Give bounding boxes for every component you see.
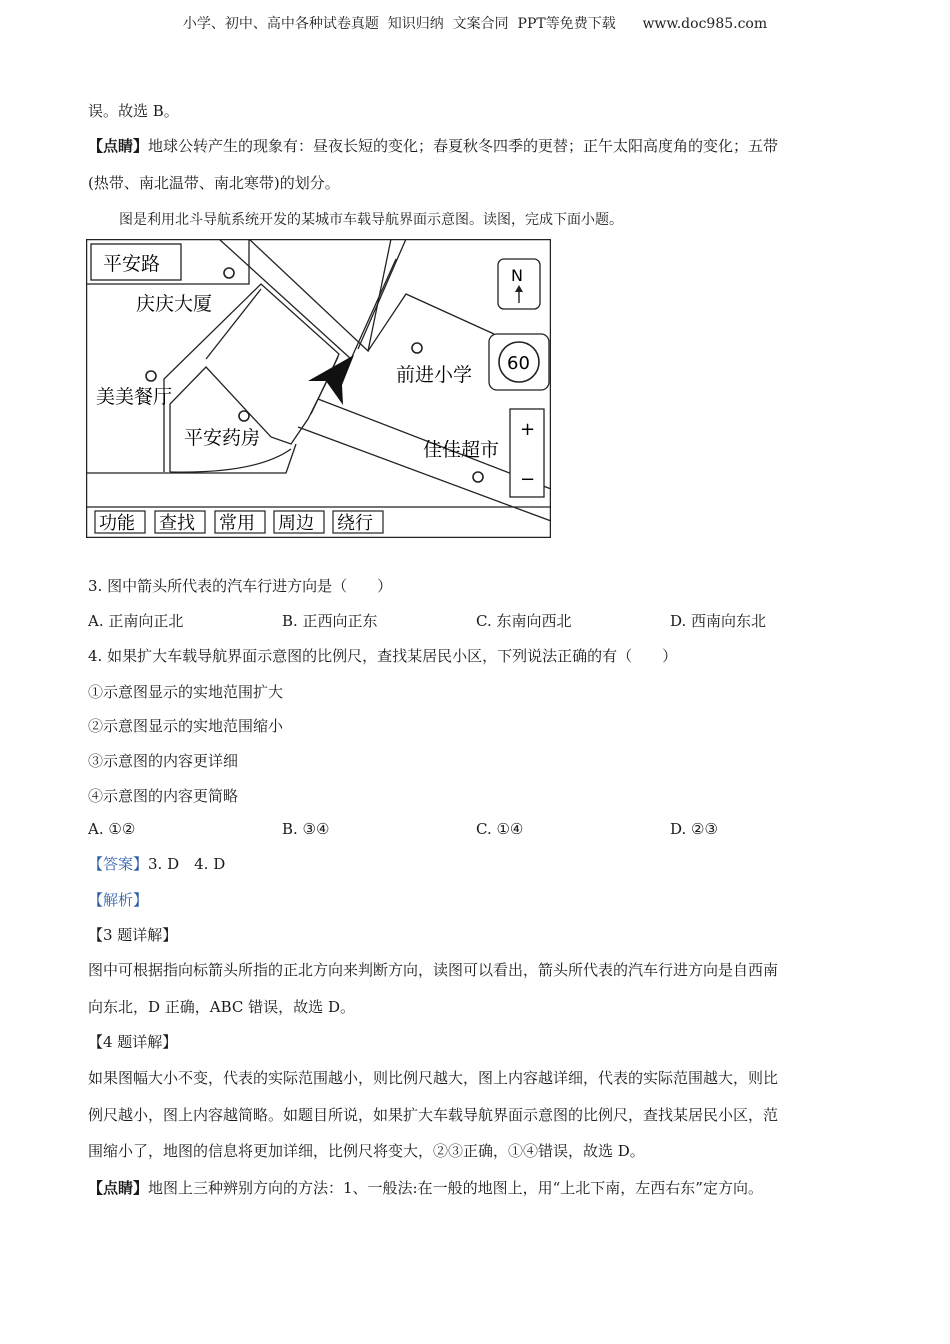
tip-paragraph-2	[88, 1178, 763, 1198]
q3-option-c: C. 东南向西北	[476, 612, 572, 630]
q3-option-a: A. 正南向正北	[88, 612, 184, 630]
q3-detail-text: 图中可根据指向标箭头所指的正北方向来判断方向，读图可以看出，箭头所代表的汽车行进方向是自西南	[88, 961, 779, 979]
function-button-label: 功能	[99, 513, 135, 534]
tip-text: 地图上三种辨别方向的方法：1、一般法:在一般的地图上，用“上北下南，左西右东”定方向。	[148, 1179, 763, 1197]
intro-text: 图是利用北斗导航系统开发的某城市车载导航界面示意图。读图，完成下面小题。	[119, 212, 623, 228]
tip-tag: 【点睛】	[88, 1179, 149, 1197]
q4-option-a: A. ①②	[88, 820, 136, 838]
place-label: 平安药房	[184, 427, 261, 449]
place-label: 佳佳超市	[423, 439, 500, 461]
q4-detail-text: 围缩小了，地图的信息将更加详细，比例尺将变大，②③正确，①④错误，故选 D。	[88, 1142, 645, 1160]
place-label: 美美餐厅	[96, 386, 173, 408]
nearby-button-label: 周边	[278, 513, 314, 534]
q3-option-b: B. 正西向正东	[282, 612, 378, 630]
q3-stem: 3. 图中箭头所代表的汽车行进方向是（ ）	[88, 577, 393, 595]
navigation-map	[86, 239, 551, 538]
answer-line	[88, 854, 225, 874]
prev-answer-tail: 误。故选 B。	[88, 102, 179, 120]
tip-paragraph-1	[88, 136, 778, 156]
q3-option-d: D. 西南向东北	[670, 612, 767, 630]
zoom-in-button[interactable]: +	[520, 419, 536, 440]
q4-detail-title: 【4 题详解】	[88, 1033, 178, 1051]
q3-detail-title: 【3 题详解】	[88, 926, 178, 944]
road-name-label: 平安路	[103, 253, 161, 275]
map-toolbar	[95, 511, 383, 534]
detour-button-label: 绕行	[337, 513, 373, 534]
place-marker	[224, 268, 234, 278]
place-label: 庆庆大厦	[136, 293, 213, 315]
common-button-label: 常用	[219, 513, 255, 534]
place-marker	[412, 343, 422, 353]
q4-statement: ②示意图显示的实地范围缩小	[88, 717, 284, 735]
q4-stem: 4. 如果扩大车载导航界面示意图的比例尺，查找某居民小区，下列说法正确的有（ ）	[88, 647, 678, 665]
q4-option-b: B. ③④	[282, 820, 330, 838]
tip-text: 地球公转产生的现象有：昼夜长短的变化；春夏秋冬四季的更替；正午太阳高度角的变化；五带	[148, 137, 779, 155]
answer-tag: 【答案】	[88, 855, 149, 873]
q4-statement: ③示意图的内容更详细	[88, 752, 239, 770]
q3-detail-text: 向东北，D 正确，ABC 错误，故选 D。	[88, 998, 355, 1016]
place-marker	[146, 371, 156, 381]
place-marker	[239, 411, 249, 421]
q4-detail-text: 如果图幅大小不变，代表的实际范围越小，则比例尺越大，图上内容越详细，代表的实际范围越大，则比	[88, 1069, 779, 1087]
q4-statement: ①示意图显示的实地范围扩大	[88, 683, 284, 701]
speed-limit-value: 60	[507, 353, 530, 374]
north-label: N	[511, 266, 523, 285]
q4-detail-text: 例尺越小，图上内容越简略。如题目所说，如果扩大车载导航界面示意图的比例尺，查找某居民小区，范	[88, 1106, 779, 1124]
tip-tag: 【点睛】	[88, 137, 149, 155]
q4-option-c: C. ①④	[476, 820, 524, 838]
tip-paragraph-1-cont: (热带、南北温带、南北寒带)的划分。	[88, 174, 340, 192]
answer-text: 3. D 4. D	[148, 855, 226, 873]
q4-statement: ④示意图的内容更简略	[88, 787, 239, 805]
search-button-label: 查找	[159, 513, 195, 534]
place-marker	[473, 472, 483, 482]
page-header: 小学、初中、高中各种试卷真题 知识归纳 文案合同 PPT等免费下载 www.doc985.com	[182, 16, 768, 32]
q4-option-d: D. ②③	[670, 820, 718, 838]
zoom-out-button[interactable]: −	[520, 469, 536, 490]
place-label: 前进小学	[396, 364, 473, 386]
analysis-tag: 【解析】	[88, 891, 149, 909]
